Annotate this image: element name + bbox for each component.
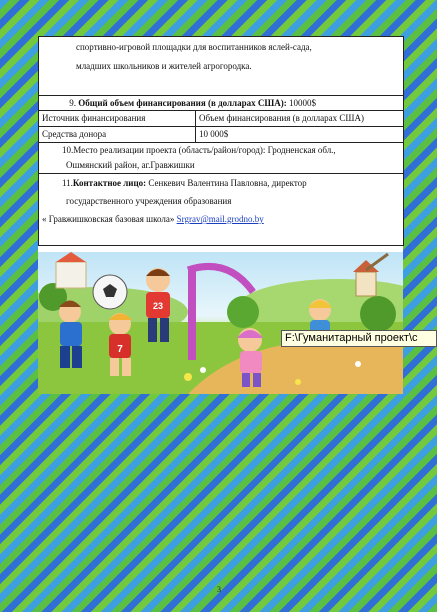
funding-source-cell: Средства донора bbox=[39, 127, 196, 143]
total-number: 9. bbox=[69, 98, 76, 108]
location-line-2: Ошмянский район, аг.Гравжишки bbox=[66, 160, 195, 170]
location-line-1: 10.Место реализации проекта (область/район/город): Гродненская обл., bbox=[62, 145, 336, 155]
kid-left-leg bbox=[60, 346, 70, 368]
intro-line-2: младших школьников и жителей агрогородка. bbox=[76, 61, 252, 71]
windmill-blade bbox=[366, 254, 388, 270]
total-value: 10000$ bbox=[289, 98, 316, 108]
contact-label: Контактное лицо: bbox=[72, 178, 147, 188]
intro-row bbox=[39, 37, 404, 96]
total-funding-row bbox=[39, 96, 404, 111]
funding-header-amount: Объем финансирования (в долларах США) bbox=[196, 111, 404, 127]
flower bbox=[184, 373, 192, 381]
tree-right bbox=[360, 296, 396, 332]
contact-school: « Гравжишковская базовая школа» bbox=[42, 214, 177, 224]
kid-top-hair bbox=[146, 269, 170, 276]
funding-amount-cell: 10 000$ bbox=[196, 127, 404, 143]
location-row bbox=[39, 143, 404, 174]
file-path-tooltip: F:\Гуманитарный проект\с bbox=[281, 330, 437, 347]
kid-top-number: 23 bbox=[152, 301, 164, 311]
contact-line-2: государственного учреждения образования bbox=[66, 196, 232, 206]
funding-row bbox=[39, 127, 404, 143]
kid-middle-number: 7 bbox=[117, 344, 123, 355]
girl-shirt bbox=[240, 351, 262, 373]
contact-email-link[interactable]: Srgrav@mail.grodno.by bbox=[176, 214, 264, 224]
goal-post bbox=[188, 270, 196, 360]
total-label: Общий объем финансирования (в долларах США): bbox=[78, 98, 287, 108]
kid-left-shirt bbox=[60, 322, 82, 346]
windmill bbox=[356, 272, 376, 296]
castle-roof bbox=[56, 252, 86, 262]
intro-line-1: спортивно-игровой площадки для воспитанников яслей-сада, bbox=[76, 42, 312, 52]
contact-number: 11. bbox=[62, 178, 73, 188]
castle bbox=[56, 262, 86, 288]
contact-name: Сенкевич Валентина Павловна, директор bbox=[146, 178, 307, 188]
goal-bar bbox=[188, 266, 253, 292]
contact-row bbox=[39, 174, 404, 246]
tree-middle bbox=[227, 296, 259, 328]
funding-header-row bbox=[39, 111, 404, 127]
kids-playground-illustration bbox=[38, 252, 403, 394]
funding-header-source: Источник финансирования bbox=[39, 111, 196, 127]
page-number: 3 bbox=[217, 585, 221, 594]
project-table bbox=[38, 36, 404, 246]
